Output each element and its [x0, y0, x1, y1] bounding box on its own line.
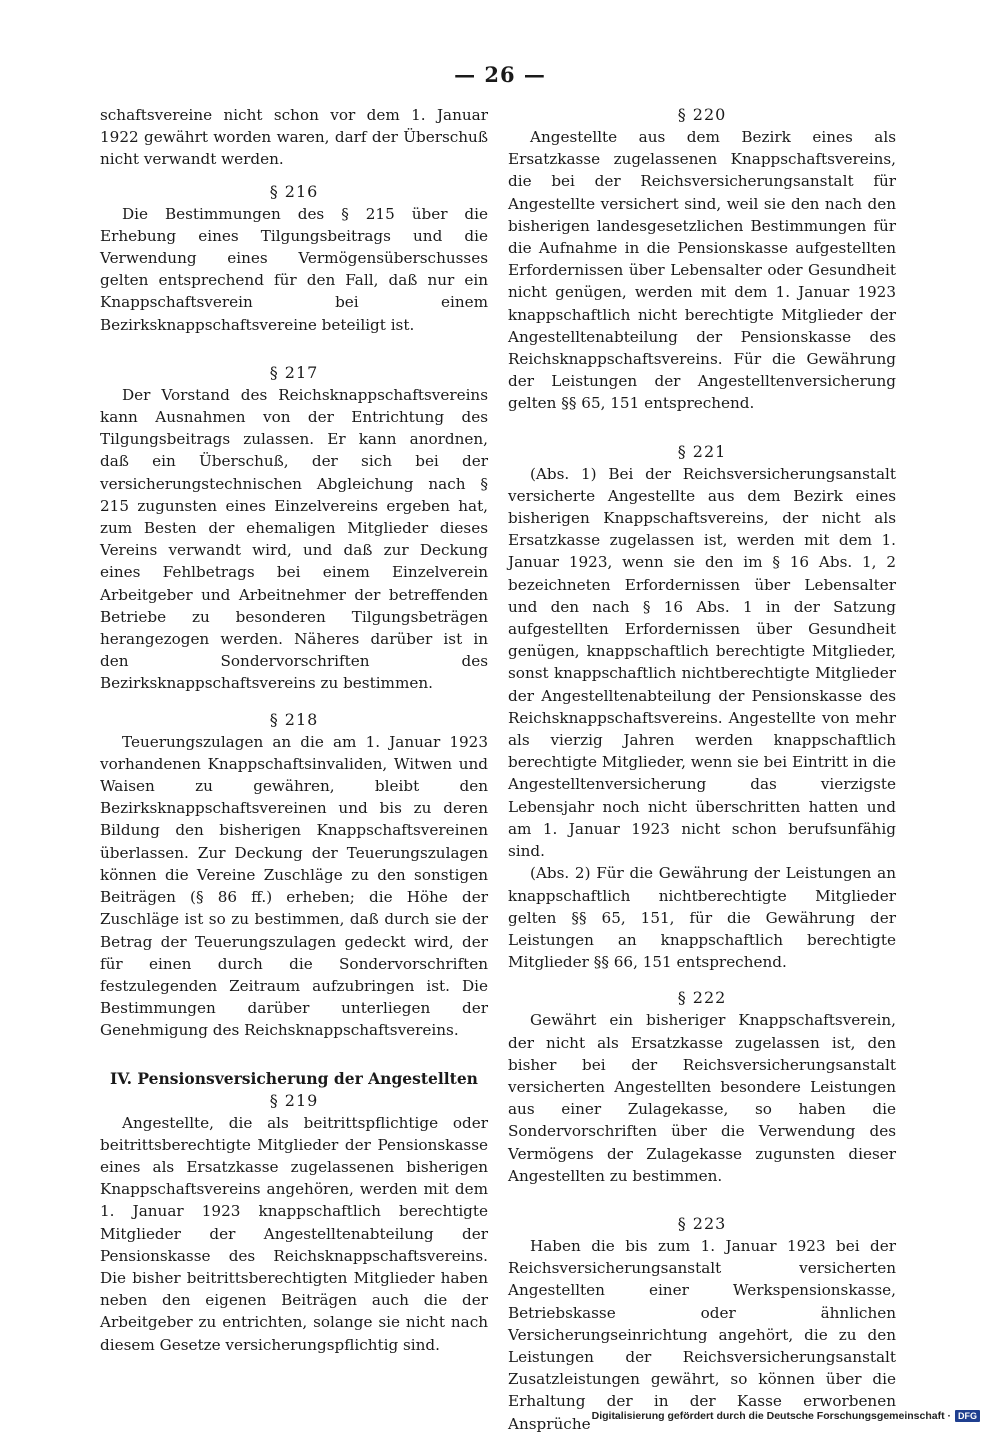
digitization-credit — [592, 1410, 980, 1422]
section-220-text: Angestellte aus dem Bezirk eines als Ersatzkasse zugelassenen Knappschaftsvereins, die bei der Reichsversicherungsanstalt für Angestellte versichert sind, weil sie den nach den bisherigen landesgesetzlichen Bestimmungen für die Aufnahme in die Pensionskasse aufgestellten Erfordernissen über Lebensalter oder Gesundheit nicht genügen, werden mit dem 1. Januar 1923 knappschaftlich nicht berechtigte Mitglieder der Angestelltenabteilung der Pensionskasse des Reichsknappschaftsvereins. Für die Gewährung der Leistungen der Angestelltenversicherung gelten §§ 65, 151 entsprechend. — [508, 128, 896, 413]
section-216-text: Die Bestimmungen des § 215 über die Erhebung eines Tilgungsbeitrags und die Verwendung eines Vermögensüberschusses gelten entsprechend für den Fall, daß nur ein Knappschaftsverein bei einem Bezirksknappschaftsvereine beteiligt ist. — [100, 204, 488, 334]
section-222-text: Gewährt ein bisheriger Knappschaftsverein, der nicht als Ersatzkasse zugelassen ist, den bisher bei der Reichsversicherungsanstalt versicherten Angestellten besondere Leistungen aus einer Zulagekasse, so haben die Sondervorschriften über die Verwendung des Vermögens der Zulagekasse zugunsten dieser Angestellten zu bestimmen. — [508, 1011, 896, 1185]
section-219-heading: § 219 — [269, 1090, 319, 1110]
section-216-heading: § 216 — [269, 181, 319, 201]
section-217-text: Der Vorstand des Reichsknappschaftsvereins kann Ausnahmen von der Entrichtung des Tilgungsbeitrags zulassen. Er kann anordnen, daß ein Überschuß, der sich bei der versicherungstechnischen Abgleichung nach § 215 zugunsten eines Einzelvereins ergeben hat, zum Besten der ehemaligen Mitglieder dieses Vereins verwandt wird, und daß zur Deckung eines Fehlbetrags bei einem Einzelverein Arbeitgeber und Arbeitnehmer der betreffenden Betriebe zu besonderen Tilgungsbeträgen herangezogen werden. Näheres darüber ist in den Sondervorschriften des Bezirksknappschaftsvereins zu bestimmen. — [100, 385, 488, 693]
section-223-text: Haben die bis zum 1. Januar 1923 bei der Reichsversicherungsanstalt versicherten Angestellten einer Werkspensionskasse, Betriebskasse oder ähnlichen Versicherungseinrichtung angehört, die zu den Leistungen der Reichsversicherungsanstalt Zusatzleistungen gewährt, so können über die Erhaltung der in der Kasse erworbenen Ansprüche — [508, 1236, 896, 1433]
section-220-heading: § 220 — [677, 105, 727, 124]
section-222-heading: § 222 — [677, 988, 727, 1008]
footer-text: Digitalisierung gefördert durch die Deutsche Forschungsgemeinschaft · — [591, 1410, 951, 1422]
page-number: — 26 — — [454, 62, 546, 87]
section-221-abs2: (Abs. 2) Für die Gewährung der Leistungen an knappschaftlich nichtberechtigte Mitglieder gelten §§ 65, 151, für die Gewährung der Leistungen an knappschaftlich berechtigte Mitglieder §§ 66, 151 entsprechend. — [508, 864, 896, 972]
section-223-heading: § 223 — [677, 1213, 727, 1233]
section-219-text: Angestellte, die als beitrittspflichtige oder beitrittsberechtigte Mitglieder der Pensionskasse eines als Ersatzkasse zugelassenen bisherigen Knappschaftsvereins angehören, werden mit dem 1. Januar 1923 knappschaftlich berechtigte Mitglieder der Angestelltenabteilung der Pensionskasse des Reichsknappschaftsvereins. Die bisher beitrittsberechtigten Mitglieder haben neben den eigenen Beiträgen auch die der Arbeitgeber zu entrichten, solange sie nicht nach diesem Gesetze versicherungspflichtig sind. — [100, 1113, 488, 1354]
section-221-heading: § 221 — [677, 441, 727, 461]
section-iv-title: IV. Pensionsversicherung der Angestellten — [110, 1068, 478, 1088]
intro-paragraph: schaftsvereine nicht schon vor dem 1. Januar 1922 gewährt worden waren, darf der Überschuß nicht verwandt werden. — [100, 106, 488, 169]
right-column — [508, 104, 896, 1435]
dfg-logo: DFG — [955, 1410, 980, 1422]
section-217-heading: § 217 — [269, 362, 319, 382]
section-218-text: Teuerungszulagen an die am 1. Januar 1923 vorhandenen Knappschaftsinvaliden, Witwen und Waisen zu gewähren, bleibt den Bezirksknappschaftsvereinen und bis zu deren Bildung den bisherigen Knappschaftsvereinen überlassen. Zur Deckung der Teuerungszulagen können die Vereine Zuschläge zu den sonstigen Beiträgen (§ 86 ff.) erheben; die Höhe der Zuschläge ist so zu bestimmen, daß durch sie der Betrag der Teuerungszulagen gedeckt wird, der für einen durch die Sondervorschriften festzulegenden Zeitraum aufzubringen ist. Die Bestimmungen darüber unterliegen der Genehmigung des Reichsknappschaftsvereins. — [100, 732, 488, 1040]
section-221-abs1: (Abs. 1) Bei der Reichsversicherungsanstalt versicherte Angestellte aus dem Bezirk eines bisherigen Knappschaftsvereins, der nicht als Ersatzkasse zugelassen ist, werden mit dem 1. Januar 1923, wenn sie den im § 16 Abs. 1, 2 bezeichneten Erfordernissen über Lebensalter und den nach § 16 Abs. 1 in der Satzung aufgestellten Erfordernissen über Gesundheit genügen, knappschaftlich berechtigte Mitglieder, sonst knappschaftlich nichtberechtigte Mitglieder der Angestelltenabteilung der Pensionskasse des Reichsknappschaftsvereins. Angestellte von mehr als vierzig Jahren werden knappschaftlich berechtigte Mitglieder, wenn sie bei Eintritt in die Angestelltenversicherung das vierzigste Lebensjahr noch nicht überschritten hatten und am 1. Januar 1923 nicht schon berufsunfähig sind. — [508, 464, 896, 861]
section-218-heading: § 218 — [269, 709, 319, 729]
left-column — [100, 104, 488, 1356]
